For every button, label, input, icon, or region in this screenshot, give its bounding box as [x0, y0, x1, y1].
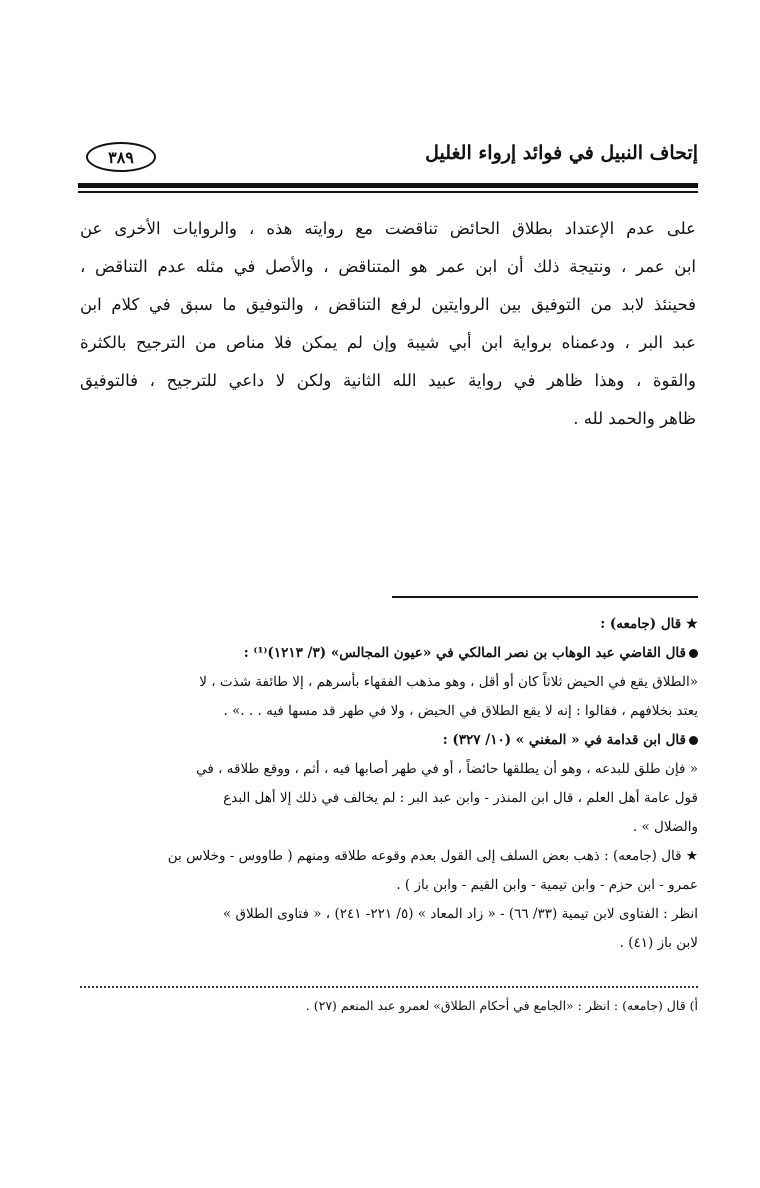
footnote-star-heading: ★ قال (جامعه) : [600, 616, 698, 632]
footnote-star-note: عمرو - ابن حزم - وابن تيمية - وابن القيم - وابن باز ) . [396, 877, 698, 893]
footnote-quote: «الطلاق يقع في الحيض ثلاثاً كان أو أقل ، وهو مذهب الفقهاء بأسرهم ، إلا طائفة شذت ، لا [199, 674, 698, 690]
body-line: ظاهر والحمد لله . [573, 409, 696, 428]
body-line: ابن عمر ، ونتيجة ذلك أن ابن عمر هو المتناقض ، والأصل في مثله عدم التناقض ، [80, 257, 696, 276]
dotted-separator [80, 986, 698, 988]
footnote-reference: انظر : الفتاوى لابن تيمية (٣٣/ ٦٦) - « زاد المعاد » (٥/ ٢٢١- ٢٤١) ، « فتاوى الطلاق » [222, 906, 698, 922]
footnote-item-heading: قال ابن قدامة في « المغني » (١٠/ ٣٢٧) : [80, 726, 698, 755]
body-line: والقوة ، وهذا ظاهر في رواية عبيد الله الثانية ولكن لا داعي للترجيح ، فالتوفيق [80, 371, 696, 390]
header-rule-thick [78, 183, 698, 188]
footnote-item-heading: قال القاضي عبد الوهاب بن نصر المالكي في «عيون المجالس» (٣/ ١٢١٣)⁽¹⁾ : [80, 639, 698, 668]
main-paragraph [80, 210, 696, 438]
running-header [78, 138, 698, 182]
body-line: عبد البر ، ودعمناه برواية ابن أبي شيبة وإن لم يمكن فلا مناص من الترجيح بالكثرة [80, 333, 696, 352]
bullet-icon [689, 649, 698, 658]
footnote-quote: « فإن طلق للبدعه ، وهو أن يطلقها حائضاً ، أو في طهر أصابها فيه ، أثم ، ووقع طلاقه ، في [196, 761, 698, 777]
footnote-quote: قول عامة أهل العلم ، قال ابن المنذر - وابن عبد البر : لم يخالف في ذلك إلا أهل البدع [223, 790, 698, 806]
bullet-icon [689, 736, 698, 745]
footnote-star-note: ★ قال (جامعه) : ذهب بعض السلف إلى القول بعدم وقوعه طلاقه ومنهم ( طاووس - وخلاس بن [167, 848, 698, 864]
page-number: ٣٨٩ [86, 142, 156, 172]
footnote-reference: لابن باز (٤١) . [619, 935, 698, 951]
footnotes [80, 610, 698, 958]
header-rule-thin [78, 191, 698, 193]
body-line: على عدم الإعتداد بطلاق الحائض تناقضت مع روايته هذه ، والروايات الأخرى عن [80, 219, 696, 238]
footnote-separator [392, 596, 698, 598]
footnote-quote: والضلال » . [632, 819, 698, 835]
body-line: فحينئذ لابد من التوفيق بين الروايتين لرفع التناقض ، والتوفيق ما سبق في كلام ابن [80, 295, 696, 314]
book-title: إتحاف النبيل في فوائد إرواء الغليل [425, 142, 698, 164]
endnote: أ) قال (جامعه) : انظر : «الجامع في أحكام الطلاق» لعمرو عبد المنعم (٢٧) . [305, 998, 698, 1013]
footnote-quote: يعتد بخلافهم ، فقالوا : إنه لا يقع الطلاق في الحيض ، ولا في طهر قد مسها فيه . . .» . [223, 703, 698, 719]
